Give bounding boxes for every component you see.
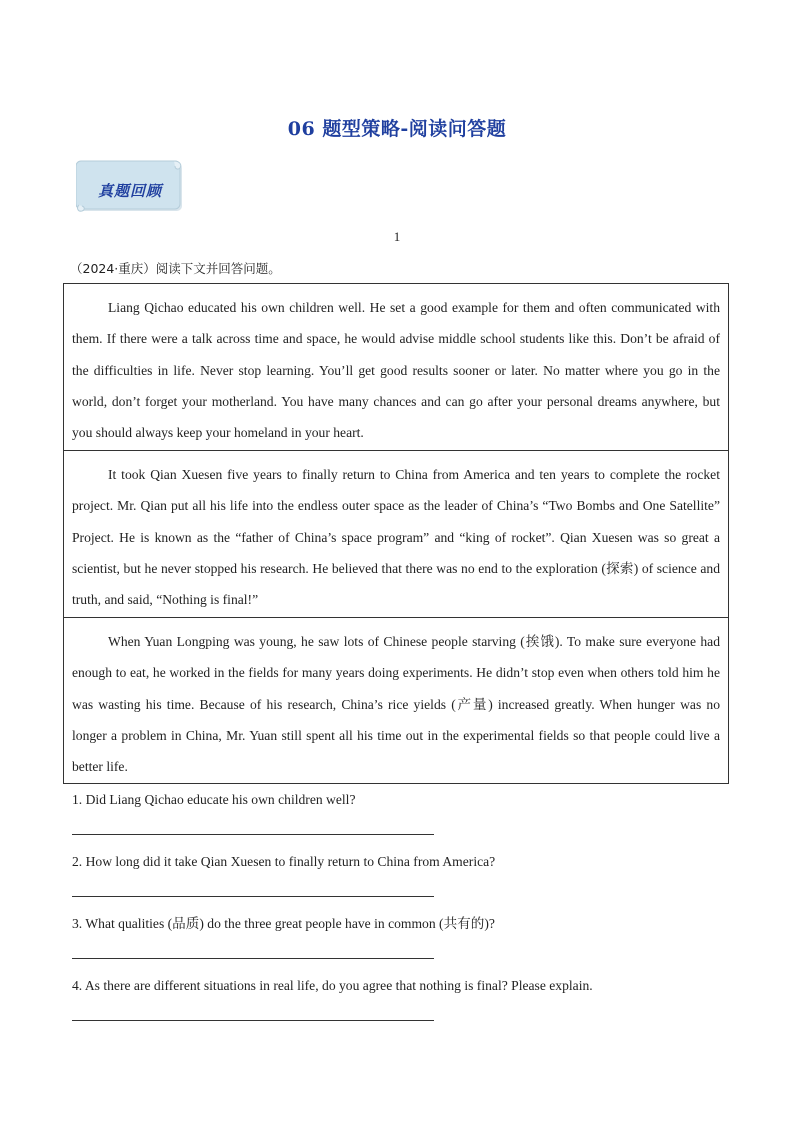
section-banner xyxy=(76,160,184,212)
passage-liang-qichao: Liang Qichao educated his own children well. He set a good example for them and often communicated with them. If there were a talk across time and space, he would advise middle school students like this. Don’t be afraid of the difficulties in life. Never stop learning. You’ll get good results sooner or later. No matter where you go in the world, don’t forget your motherland. You have many chances and can go after your personal dreams anywhere, but you should always keep your homeland in your heart. xyxy=(72,300,720,441)
answer-line[interactable] xyxy=(72,958,434,959)
passage-table xyxy=(63,283,729,784)
page-number: 1 xyxy=(393,229,401,244)
banner-label: 真题回顾 xyxy=(97,182,162,200)
passage-yuan-longping: When Yuan Longping was young, he saw lots of Chinese people starving (挨饿). To make sure everyone had enough to eat, he worked in the fields for many years doing experiments. He didn’t stop even when others told him he was wasting his time. Because of his research, China’s rice yields (产量) increased greatly. When hunger was no longer a problem in China, Mr. Yuan still spent all his time out in the experimental fields so that people could live a better life. xyxy=(64,617,728,783)
question-list xyxy=(72,790,732,1038)
answer-line[interactable] xyxy=(72,1020,434,1021)
question-item xyxy=(72,976,732,1038)
question-text: 2. How long did it take Qian Xuesen to finally return to China from America? xyxy=(72,854,496,869)
question-text: 3. What qualities (品质) do the three great people have in common (共有的)? xyxy=(72,916,495,931)
question-text: 1. Did Liang Qichao educate his own children well? xyxy=(72,792,356,807)
question-item xyxy=(72,914,732,976)
question-item xyxy=(72,790,732,852)
passage-qian-xuesen: It took Qian Xuesen five years to finally return to China from America and ten years to complete the rocket project. Mr. Qian put all his life into the endless outer space as the leader of China’s “Two Bombs and One Satellite” Project. He is known as the “father of China’s space program” and “king of rocket”. Qian Xuesen was so great a scientist, but he never stopped his research. He believed that there was no end to the exploration (探索) of science and truth, and said, “Nothing is final!” xyxy=(64,450,728,617)
question-item xyxy=(72,852,732,914)
question-source: （2024·重庆）阅读下文并回答问题。 xyxy=(70,261,281,276)
answer-line[interactable] xyxy=(72,834,434,835)
page-title: 06 题型策略-阅读问答题 xyxy=(287,118,507,140)
answer-line[interactable] xyxy=(72,896,434,897)
question-text: 4. As there are different situations in real life, do you agree that nothing is final? Please explain. xyxy=(72,978,593,993)
